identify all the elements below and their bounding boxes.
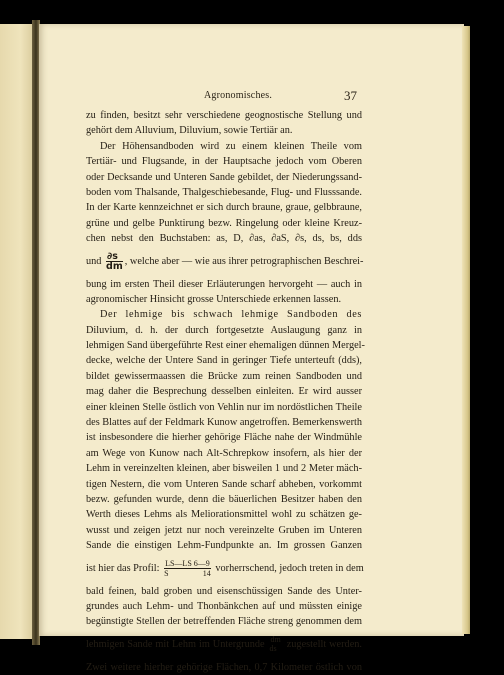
text-line: bezw. gefunden wurde, denn die bäuerlichen Besitzer haben den [86,493,362,505]
fraction-prefix: lehmigen Sande mit Lehm im Untergrunde [86,638,265,650]
text-line: Lehm in vereinzelten kleinen, aber bisweilen 1 und 2 Meter mäch- [86,463,362,475]
page-header [39,86,464,106]
text-line: ist insbesondere die hierher gehörige Fläche nahe der Windmühle [86,432,362,444]
text-line: oder Decksande und Unteren Sande gebildet, der Niederungssand- [86,171,362,183]
text-line: zu finden, besitzt sehr verschiedene geognostische Stellung und [86,110,362,121]
inline-fraction [270,635,282,653]
body-text [86,108,365,675]
fraction-line [86,247,362,277]
text-line: boden vom Thalsande, Thalgeschiebesande, Flug- und Flusssande. [86,186,362,198]
text-line: begünstigte Stellen der betreffenden Fläche streng genommen dem [86,616,362,628]
fraction-denominator: ds [269,644,277,654]
running-head: Agronomisches. [204,90,273,101]
text-line: Diluvium, d. h. der durch fortgesetzte Auslaugung ganz in [86,324,362,336]
text-line: am Wege von Kunow nach Alt-Schrepkow insofern, als hier der [86,447,362,459]
page-number: 37 [344,88,357,103]
fraction-prefix: und [86,255,102,267]
fraction-line [86,554,362,584]
text-line: bald feinen, bald groben und eisenschüssigen Sande des Unter- [86,585,362,597]
text-line: grüne und gelbe Punktirung bezw. Ringelung oder kleine Kreuz- [86,217,362,229]
text-line: Der Höhensandboden wird zu einem kleinen Theile vom [100,140,362,152]
fraction-suffix: vorherrschend, jedoch treten in dem [215,562,364,574]
left-page-edge [0,24,34,639]
text-line: agronomischer Hinsicht grosse Unterschiede erkennen lassen. [86,293,342,305]
page-stack-edge [462,26,470,634]
text-line: lehmigen Sand übergeführte Rest einer ehemaligen dünnen Mergel- [86,340,365,352]
fraction-suffix: , welche aber — wie aus ihrer petrographischen Beschrei- [124,255,364,267]
inline-fraction [106,252,123,271]
fraction-denominator: S 14 [164,568,211,578]
text-line: Tertiär- und Flugsande, in der Hauptsache jedoch vom Oberen [86,156,362,168]
text-line: Zwei weitere hierher gehörige Flächen, 0,7 Kilometer östlich von [86,661,362,673]
text-line: einer kleinen Stelle östlich von Vehlin nur im nordöstlichen Theile [86,401,362,413]
fraction-prefix: ist hier das Profil: [86,562,160,574]
fraction-numerator: dm [270,635,281,645]
text-line: wusst und zeigen jetzt nur noch vereinzelte Gruben im Unteren [86,524,362,536]
text-line: mag daher die Besprechung desselben einleiten. Er wird ausser [86,386,362,398]
text-line: Sande die einstigen Lehm-Fundpunkte an. Im grossen Ganzen [86,540,362,552]
inline-fraction [164,559,211,578]
text-line: chen nebst den Buchstaben: as, D, ∂as, ∂aS, ∂s, ds, bs, dds [86,233,362,245]
text-line: decke, welche der Untere Sand in geringer Tiefe unterteuft (dds), [86,355,362,367]
text-line: bildet gewissermaassen die Brücke zum reinen Sandboden und [86,370,362,382]
fraction-numerator: LS—LS 6—9 [165,558,210,568]
fraction-denominator: dm [106,260,123,272]
text-line: tigen Nestern, die vom Unteren Sande scharf abheben, vorkommt [86,478,362,490]
text-line: des Blattes auf der Feldmark Kunow angetroffen. Bemerkenswerth [86,417,363,429]
text-line: Der lehmige bis schwach lehmige Sandboden des [100,309,362,321]
fraction-suffix: zugestellt werden. [286,638,362,650]
fraction-numerator: ∂s [106,252,123,262]
text-line: bung im ersten Theil dieser Erläuterungen hervorgeht — auch in [86,278,362,290]
text-line: grundes auch Lehm- und Thonbänkchen auf und müssten einige [86,600,362,612]
text-line: gehört dem Alluvium, Diluvium, sowie Tertiär an. [86,125,293,137]
text-line: In der Karte kennzeichnet er sich durch braune, graue, gelbbraune, [86,202,362,214]
fraction-line [86,630,362,660]
text-line: Werth dieses Lehms als Meliorationsmittel wohl zu schätzen ge- [86,509,362,521]
